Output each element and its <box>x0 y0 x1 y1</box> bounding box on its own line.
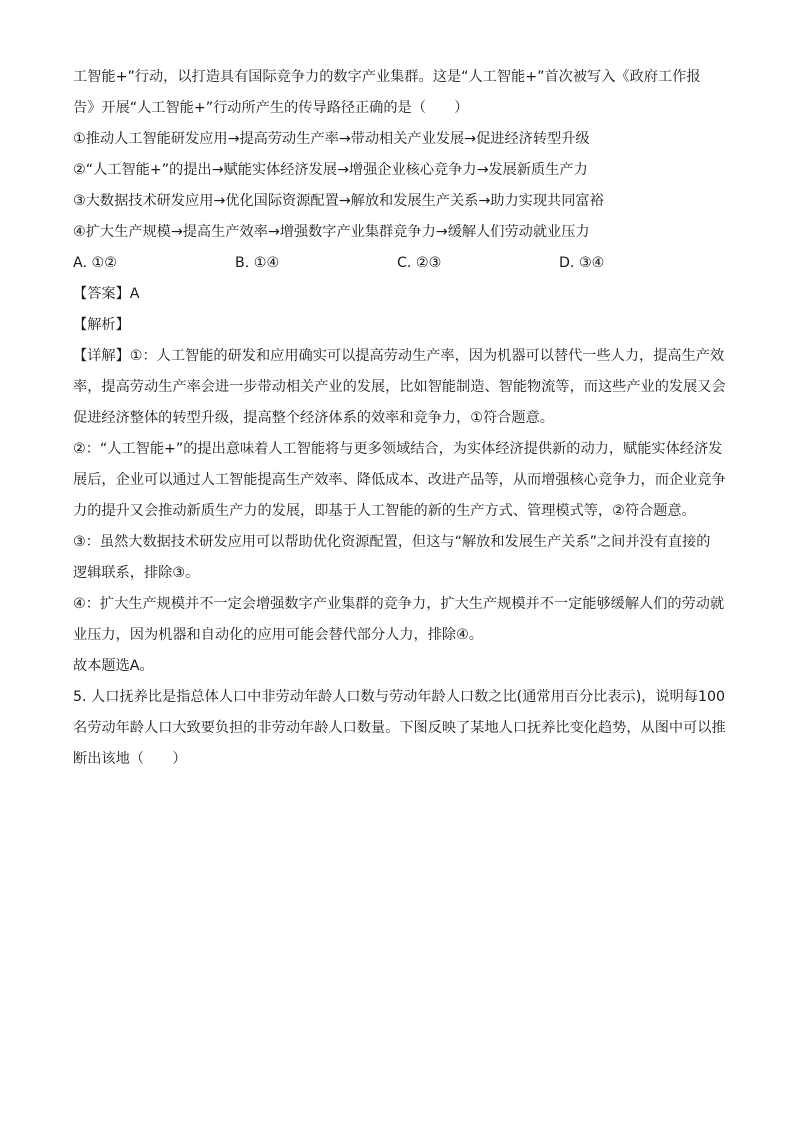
analysis-line: 【详解】①：人工智能的研发和应用确实可以提高劳动生产率，因为机器可以替代一些人力，提高生产效 <box>73 348 725 364</box>
question-4-options <box>73 248 725 279</box>
option-b: B. ①④ <box>235 255 280 271</box>
stem-line: 断出该地（ ） <box>73 751 187 767</box>
analysis-line: ④：扩大生产规模并不一定会增强数字产业集群的竞争力，扩大生产规模并不一定能够缓解人们的劳动就 <box>73 596 725 612</box>
stem-line: 5. 人口抚养比是指总体人口中非劳动年龄人口数与劳动年龄人口数之比(通常用百分比表示)，说明每100 <box>73 689 726 705</box>
analysis-line: 率，提高劳动生产率会进一步带动相关产业的发展，比如智能制造、智能物流等，而这些产业的发展又会 <box>73 379 726 395</box>
analysis-line: 展后，企业可以通过人工智能提高生产效率、降低成本、改进产品等，从而增强核心竞争力，而企业竞争 <box>73 472 726 488</box>
stem-line: 告》开展“人工智能+”行动所产生的传导路径正确的是（ ） <box>73 100 469 116</box>
stem-line: 工智能+”行动，以打造具有国际竞争力的数字产业集群。这是“人工智能+”首次被写入《政府工作报 <box>73 69 701 85</box>
answer-label: 【答案】A <box>73 286 140 302</box>
stem-line: 名劳动年龄人口大致要负担的非劳动年龄人口数量。下图反映了某地人口抚养比变化趋势，从图中可以推 <box>73 720 726 736</box>
analysis-line: 力的提升又会推动新质生产力的发展，即基于人工智能的新的生产方式、管理模式等，②符合题意。 <box>73 503 696 519</box>
question-5-stem <box>73 682 725 775</box>
statement-1: ①推动人工智能研发应用→提高劳动生产率→带动相关产业发展→促进经济转型升级 <box>73 131 590 147</box>
question-4-statements <box>73 124 725 248</box>
analysis-line: ②：“人工智能+”的提出意味着人工智能将与更多领域结合，为实体经济提供新的动力，赋能实体经济发 <box>73 441 723 457</box>
analysis-line: 逻辑联系，排除③。 <box>73 565 200 581</box>
analysis-line: 业压力，因为机器和自动化的应用可能会替代部分人力，排除④。 <box>73 627 483 643</box>
analysis-line: ③：虽然大数据技术研发应用可以帮助优化资源配置，但这与“解放和发展生产关系”之间并没有直接的 <box>73 534 711 550</box>
exam-page <box>73 62 725 775</box>
option-c: C. ②③ <box>397 255 442 271</box>
statement-2: ②“人工智能+”的提出→赋能实体经济发展→增强企业核心竞争力→发展新质生产力 <box>73 162 588 178</box>
option-d: D. ③④ <box>559 255 605 271</box>
statement-3: ③大数据技术研发应用→优化国际资源配置→解放和发展生产关系→助力实现共同富裕 <box>73 193 604 209</box>
analysis-body <box>73 341 725 682</box>
analysis-label: 【解析】 <box>73 317 130 333</box>
analysis-line: 故本题选A。 <box>73 658 154 674</box>
statement-4: ④扩大生产规模→提高生产效率→增强数字产业集群竞争力→缓解人们劳动就业压力 <box>73 224 590 240</box>
option-a: A. ①② <box>73 255 117 271</box>
question-4-stem <box>73 62 725 124</box>
analysis-line: 促进经济整体的转型升级，提高整个经济体系的效率和竞争力，①符合题意。 <box>73 410 554 426</box>
